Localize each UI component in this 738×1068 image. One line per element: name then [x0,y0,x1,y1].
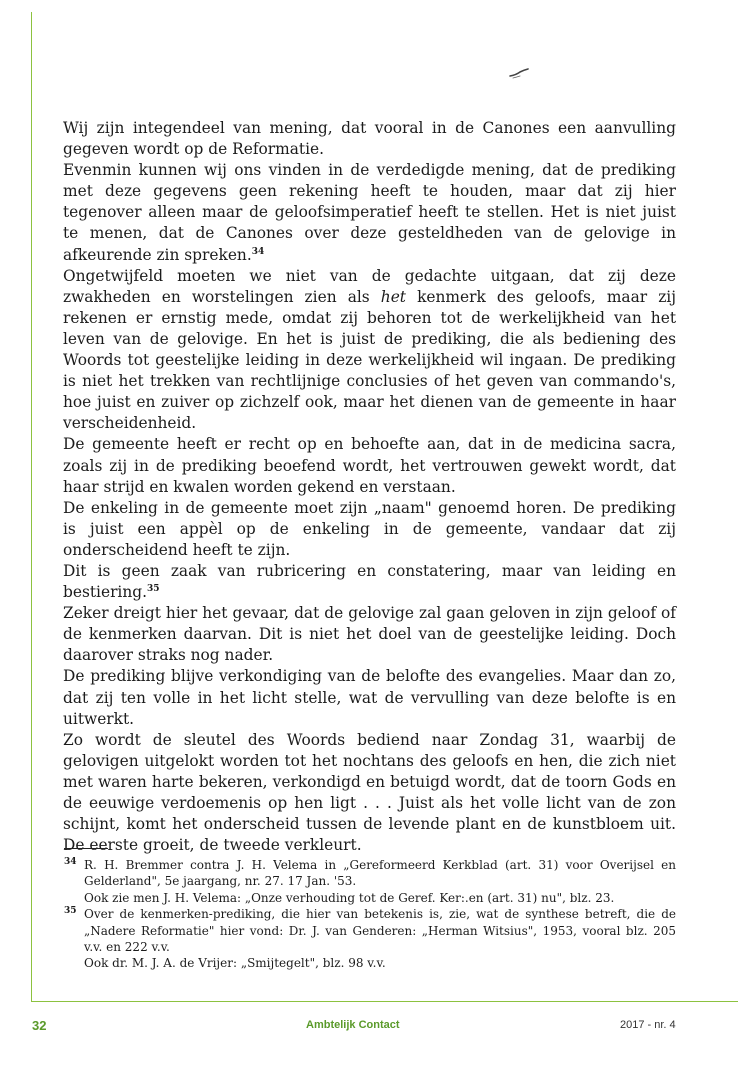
paragraph-1: Wij zijn integendeel van mening, dat vooral in de Canones een aanvulling gegeven wordt op de Reformatie. [63,119,676,159]
scan-smudge-mark [508,66,530,80]
paragraph-4: De gemeente heeft er recht op en behoefte aan, dat in de medicina sacra, zoals zij in de prediking beoefend wordt, het vertrouwen gewekt wordt, dat haar strijd en kwalen worden gekend en verstaan. [63,435,676,496]
footnote-separator [64,848,108,849]
footnote-line: Ook dr. M. J. A. de Vrijer: „Smijtegelt", blz. 98 v.v. [84,956,386,971]
paragraph-2 [63,160,676,265]
footnote-35 [64,906,676,972]
footnote-number: 34 [64,857,77,867]
issue-label: 2017 - nr. 4 [620,1019,676,1031]
paragraph-3-emphasis: het [380,287,406,306]
footnote-line: Ook zie men J. H. Velema: „Onze verhouding tot de Geref. Ker:.en (art. 31) nu", blz. 23. [84,890,615,905]
paragraph-3 [63,266,676,435]
page-frame-left-line [31,12,32,1002]
paragraph-3-before: Ongetwijfeld moeten we niet van de gedachte uitgaan, dat zij deze zwakheden en worstelingen zien als [63,266,676,306]
paragraph-3-after: kenmerk des geloofs, maar zij rekenen er ernstig mede, omdat zij behoren tot de werkelijkheid van het leven van de gelovige. En het is juist de prediking, die als bediening des Woords tot geestelijke leiding in deze werkelijkheid wil ingaan. De prediking is niet het trekken van rechtlijnige conclusies of het geven van commando's, hoe juist en zuiver op zichzelf ook, maar het dienen van de gemeente in haar verscheidenheid. [63,287,677,433]
journal-title: Ambtelijk Contact [306,1019,400,1031]
page-footer [0,1018,738,1034]
footnote-line: Over de kenmerken-prediking, die hier van betekenis is, zie, wat de synthese betreft, die de „Nadere Reformatie" hier vond: Dr. J. van Genderen: „Herman Witsius", 1953, vooral blz. 205 v.v. en 222 v.v. [84,907,676,955]
paragraph-7: Zeker dreigt hier het gevaar, dat de gelovige zal gaan geloven in zijn geloof of de kenmerken daarvan. Dit is niet het doel van de geestelijke leiding. Doch daarover straks nog nader. [63,604,676,665]
article-body [63,118,676,856]
footnote-ref-34[interactable]: 34 [251,246,265,257]
paragraph-6-text: Dit is geen zaak van rubricering en constatering, maar van leiding en bestiering. [63,561,676,602]
paragraph-2-text: Evenmin kunnen wij ons vinden in de verdedigde mening, dat de prediking met deze gegevens geen rekening heeft te houden, maar dat zij hier tegenover alleen maar de geloofsimperatief heeft te stellen. Het is niet juist te menen, dat de Canones over deze gesteldheden van de gelovige in afkeurende zin spreken. [63,161,676,264]
paragraph-5: De enkeling in de gemeente moet zijn „naam" genoemd horen. De prediking is juist een appèl op de enkeling in de gemeente, vandaar dat zij onderscheidend heeft te zijn. [63,498,676,559]
paragraph-6 [63,561,676,603]
page-number: 32 [32,1018,47,1033]
paragraph-9: Zo wordt de sleutel des Woords bediend naar Zondag 31, waarbij de gelovigen uitgelokt worden tot het nochtans des geloofs en hen, die zich niet met waren harte bekeren, verkondigd en betuigd wordt, dat de toorn Gods en de eeuwige verdoemenis op hen ligt . . . Juist als het volle licht van de zon schijnt, komt het onderscheid tussen de levende plant en de kunstbloem uit. De eerste groeit, de tweede verkleurt. [63,730,676,855]
footnote-ref-35[interactable]: 35 [147,583,160,594]
footnote-number: 35 [64,906,77,917]
page-frame-bottom-line [31,1001,738,1002]
footnotes [64,857,676,972]
footnote-line: R. H. Bremmer contra J. H. Velema in „Gereformeerd Kerkblad (art. 31) voor Overijsel en Gelderland", 5e jaargang, nr. 27. 17 Jan. '53. [84,858,676,889]
footnote-34 [64,857,676,906]
paragraph-8: De prediking blijve verkondiging van de belofte des evangelies. Maar dan zo, dat zij ten volle in het licht stelle, wat de vervulling van deze belofte is en uitwerkt. [63,667,676,728]
